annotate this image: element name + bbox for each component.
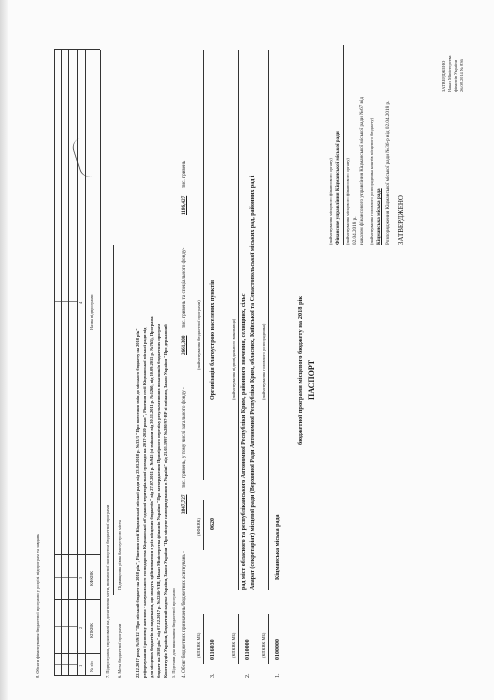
row-1-code-caption: (КПКВК МБ): [261, 632, 266, 658]
basis-label: 5. Підстави для виконання бюджетної програми: [171, 588, 176, 678]
row-2-name-caption: (найменування відповідального виконавця): [231, 318, 236, 400]
volume-general-fund: 2661,300: [181, 335, 187, 355]
tasks-header-kpkvk: КПКВК: [89, 623, 94, 638]
approval-finance-dept-caption: (найменування місцевого фінансового органу): [328, 158, 333, 245]
row-3-name-caption: (найменування бюджетної програми): [196, 300, 201, 370]
basis-line-5: 22.12.2017 року №39/12 "Про міський бюджет на 2018 рік", Рішення сесії Кіцманської міської ради від 23.03.2018 р. №33/3 "Про внесення змін до міського бюджету на 2018 рік": [135, 328, 140, 678]
row-1-name: Кіцманська міська рада: [275, 514, 281, 580]
tasks-header-kfkvk: КФКВК: [89, 571, 94, 586]
basis-line-1: Конституція України, Бюджетний кодекс України, Закон України "Про місцеве самоврядування в Україні" від 21.05.1997 №280/97-ВР зі змінами, Закон України "Про державний: [163, 324, 168, 678]
basis-line-2: бюджет на 2018 рік" від 07.12.2017 р. №2246-VIII, Наказ Міністерства фінансів України "Про затвердження Примірного переліку результативних показників бюджетних програм: [156, 323, 161, 678]
stamp-line-2: фінансів України: [453, 60, 458, 92]
tasks-index-4: 4: [78, 301, 83, 304]
passport-title: ПАСПОРТ: [307, 359, 316, 400]
stamp-line-1: Наказ Міністерства: [447, 55, 452, 92]
tasks-index-3: 3: [78, 576, 83, 579]
row-2-name: Апарат (секретаріат) місцевої ради (Верховної Ради Автономної Республіки Крим, обласних, Київської та Севастопольської міських рад, районних рад і: [250, 175, 256, 590]
approval-finance-caption: (найменування місцевого фінансового органу): [345, 158, 350, 245]
row-1-name-caption: (найменування головного розпорядника): [261, 323, 266, 400]
approval-council-caption: (найменування головного розпорядника коштів місцевого бюджету): [369, 117, 374, 245]
stamp-title: ЗАТВЕРДЖЕНО: [441, 60, 446, 92]
row-3-code-caption: (КПКВК МБ): [196, 632, 201, 658]
approval-finance-date: 02.04.2018 р.: [352, 216, 358, 245]
tasks-index-2: 2: [78, 626, 83, 629]
goal-value: Підвищення рівня благоустрою міста: [117, 520, 122, 590]
passport-subtitle: бюджетної програми місцевого бюджету на 2018 рік: [297, 295, 304, 445]
tasks-index-1: 1: [78, 664, 83, 667]
row-2-code: 0110000: [245, 639, 251, 660]
volume-mid-2: тис. гривень та спеціального фонду-: [181, 247, 187, 328]
stamp-line-3: 26.08.2014 № 836: [459, 59, 464, 92]
row-3-code-2: 0620: [210, 518, 216, 530]
tasks-label: 7. Підпрограми, спрямовані на досягнення мети, визначеної паспортом бюджетної програми: [105, 504, 110, 678]
volume-total: 3847,727: [181, 494, 187, 514]
row-3-code: 0116030: [210, 639, 216, 660]
volume-special-fund: 1186,427: [181, 195, 187, 215]
row-3-code-2-caption: (КФКВК): [196, 518, 201, 536]
approval-council: Кіцманська міська рада: [376, 188, 382, 245]
volume-mid: тис. гривень, у тому числі загального фонду -: [181, 387, 187, 488]
row-1-number: 1.: [275, 673, 281, 678]
basis-line-4: реформування і розвитку житлово - комунального господарства Кіцманської об'єднаної територіальної громади на 2017-2020 роки", Рішення сесії Кіцманської міської ради від: [142, 327, 147, 678]
tasks-header-name: Назва підпрограми: [89, 294, 94, 330]
volume-suffix: тис. гривень: [181, 160, 187, 188]
row-2-number: 2.: [245, 673, 251, 678]
basis-line-3: для місцевих бюджетів за видатками, що можуть здійснюватися з усіх місцевих бюджетів" від 27.07.2011 р. №945 (зі змінами від 30.11.2011 р. №1260, від 10.09.2015 р. №765), Програма: [149, 316, 154, 678]
row-2-code-caption: (КПКВК МБ): [231, 632, 236, 658]
tasks-header-number: № з/п: [89, 661, 94, 672]
goal-label: 6. Мета бюджетної програми: [117, 623, 122, 678]
row-1-code: 0100000: [275, 639, 281, 660]
section-8-label: 8. Обсяги фінансування бюджетної програми у розрізі підпрограм та завдань: [35, 533, 40, 678]
volume-prefix: 4. Обсяг бюджетних призначень/бюджетних асигнувань -: [181, 551, 187, 678]
approval-finance-line: наказом фінансового управління Кіцманської міської ради №67 від: [359, 96, 365, 245]
row-3-number: 3.: [210, 673, 216, 678]
approval-title: ЗАТВЕРДЖЕНО: [397, 195, 405, 245]
row-3-name: Організація благоустрою населених пунктів: [210, 279, 216, 400]
approval-order-line: Розпорядження Кіцманської міської ради №36-р від 02.04.2018 р.: [385, 100, 391, 245]
approval-finance-dept: Фінансове управління Кіцманської міської ради: [335, 131, 341, 245]
row-2-name-line-2: рад міст обласного та республіканського Автономної Республіки Крим, районного значення, селищних, сільс: [241, 293, 247, 590]
